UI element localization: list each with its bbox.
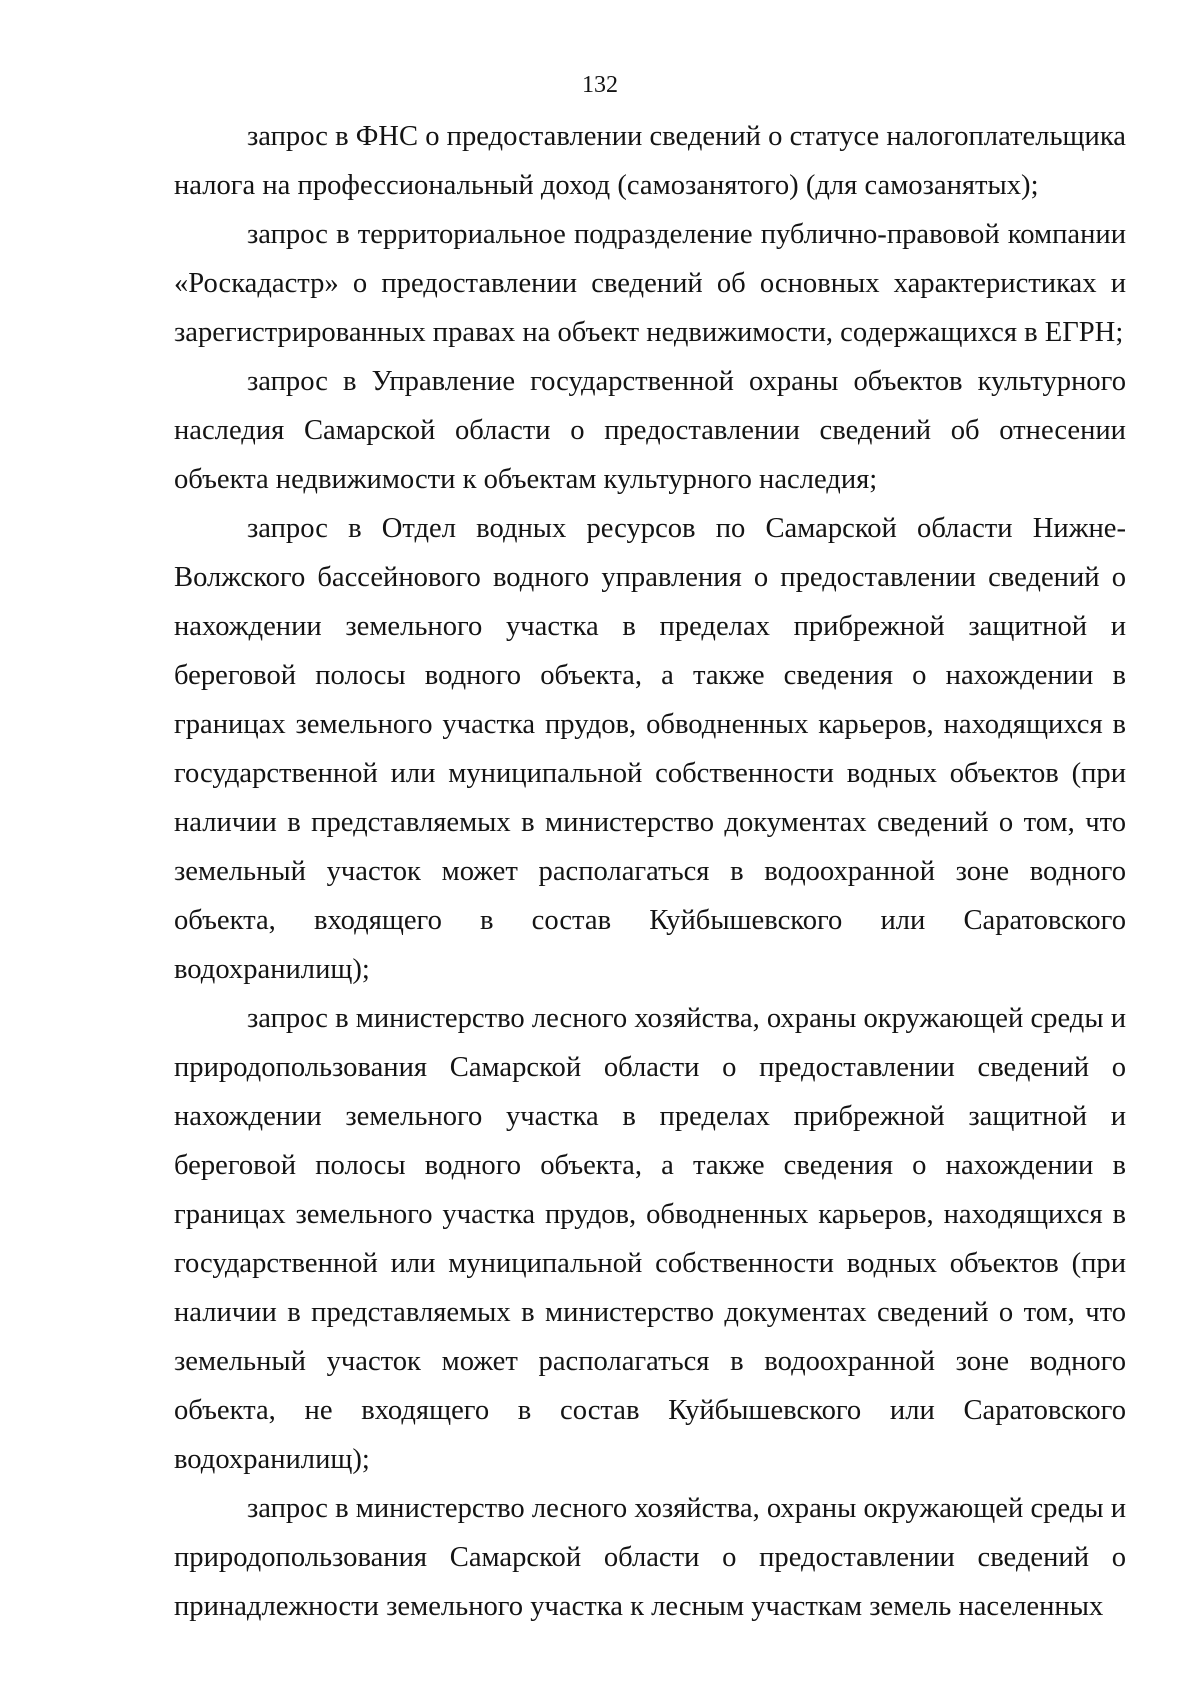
paragraph-water-resources-request: запрос в Отдел водных ресурсов по Самарской области Нижне-Волжского бассейнового водного управления о предоставлении сведений о нахождении земельного участка в пределах прибрежной защитной и береговой полосы водного объекта, а также сведения о нахождении в границах земельного участка прудов, обводненных карьеров, находящихся в государственной или муниципальной собственности водных объектов (при наличии в представляемых в министерство документах сведений о том, что земельный участок может располагаться в водоохранной зоне водного объекта, входящего в состав Куйбышевского или Саратовского водохранилищ); bbox=[174, 513, 1126, 985]
document-body bbox=[174, 112, 1126, 1631]
paragraph-forestry-water-request: запрос в министерство лесного хозяйства, охраны окружающей среды и природопользования Самарской области о предоставлении сведений о нахождении земельного участка в пределах прибрежной защитной и береговой полосы водного объекта, а также сведения о нахождении в границах земельного участка прудов, обводненных карьеров, находящихся в государственной или муниципальной собственности водных объектов (при наличии в представляемых в министерство документах сведений о том, что земельный участок может располагаться в водоохранной зоне водного объекта, не входящего в состав Куйбышевского или Саратовского водохранилищ); bbox=[174, 1003, 1126, 1475]
paragraph-fns-request: запрос в ФНС о предоставлении сведений о статусе налогоплательщика налога на профессиональный доход (самозанятого) (для самозанятых); bbox=[174, 121, 1126, 201]
paragraph-forestry-land-request: запрос в министерство лесного хозяйства, охраны окружающей среды и природопользования Самарской области о предоставлении сведений о принадлежности земельного участка к лесным участкам земель населенных bbox=[174, 1493, 1126, 1622]
paragraph-roskadastr-request: запрос в территориальное подразделение публично-правовой компании «Роскадастр» о предоставлении сведений об основных характеристиках и зарегистрированных правах на объект недвижимости, содержащихся в ЕГРН; bbox=[174, 219, 1126, 348]
paragraph-cultural-heritage-request: запрос в Управление государственной охраны объектов культурного наследия Самарской области о предоставлении сведений об отнесении объекта недвижимости к объектам культурного наследия; bbox=[174, 366, 1126, 495]
page-number: 132 bbox=[582, 72, 618, 98]
